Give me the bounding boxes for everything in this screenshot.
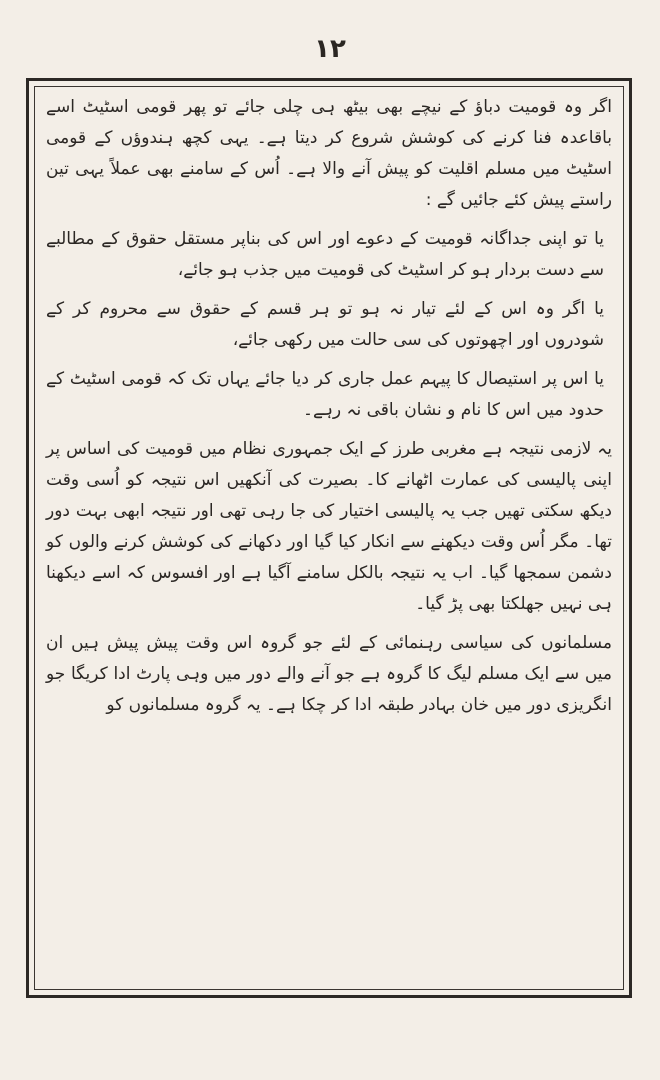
list-item: یا اس پر استیصال کا پیہم عمل جاری کر دیا جائے یہاں تک کہ قومی اسٹیٹ کے حدود میں اس کا نام و نشان باقی نہ رہے۔: [46, 369, 604, 420]
page-text-body: [40, 92, 618, 984]
list-item: یا اگر وہ اس کے لئے تیار نہ ہو تو ہر قسم کے حقوق سے محروم کر کے شودروں اور اچھوتوں کی سی حالت میں رکھی جائے،: [46, 299, 604, 350]
paragraph: مسلمانوں کی سیاسی رہنمائی کے لئے جو گروہ اس وقت پیش پیش ہیں ان میں سے ایک مسلم لیگ کا گروہ ہے جو آنے والے دور میں وہی پارٹ ادا کریگا جو انگریزی دور میں خان بہادر طبقہ ادا کر چکا ہے۔ یہ گروہ مسلمانوں کو: [46, 633, 612, 715]
page-number: ۱۲: [314, 34, 346, 64]
list-item: یا تو اپنی جداگانہ قومیت کے دعوے اور اس کی بناپر مستقل حقوق کے مطالبے سے دست بردار ہو کر اسٹیٹ کی قومیت میں جذب ہو جائے،: [46, 229, 604, 280]
paragraph: اگر وہ قومیت دباؤ کے نیچے بھی بیٹھ ہی چلی جائے تو پھر قومی اسٹیٹ اسے باقاعدہ فنا کرنے کی کوشش شروع کر دیتا ہے۔ یہی کچھ ہندوؤں کے قومی اسٹیٹ میں مسلم اقلیت کو پیش آنے والا ہے۔ اُس کے سامنے بھی عملاً یہی تین راستے پیش کئے جائیں گے :: [46, 97, 612, 210]
paragraph: یہ لازمی نتیجہ ہے مغربی طرز کے ایک جمہوری نظام میں قومیت کی اساس پر اپنی پالیسی کی عمارت اٹھانے کا۔ بصیرت کی آنکھیں اس نتیجہ کو اُسی وقت دیکھ سکتی تھیں جب یہ پالیسی اختیار کی جا رہی تھی اور نتیجہ ابھی بہت دور تھا۔ مگر اُس وقت دیکھنے سے انکار کیا گیا اور دکھانے کی کوشش کرنے والوں کو دشمن سمجھا گیا۔ اب یہ نتیجہ بالکل سامنے آگیا ہے اور افسوس کہ اسے دیکھنا ہی نہیں جھلکتا بھی پڑ گیا۔: [46, 439, 612, 614]
